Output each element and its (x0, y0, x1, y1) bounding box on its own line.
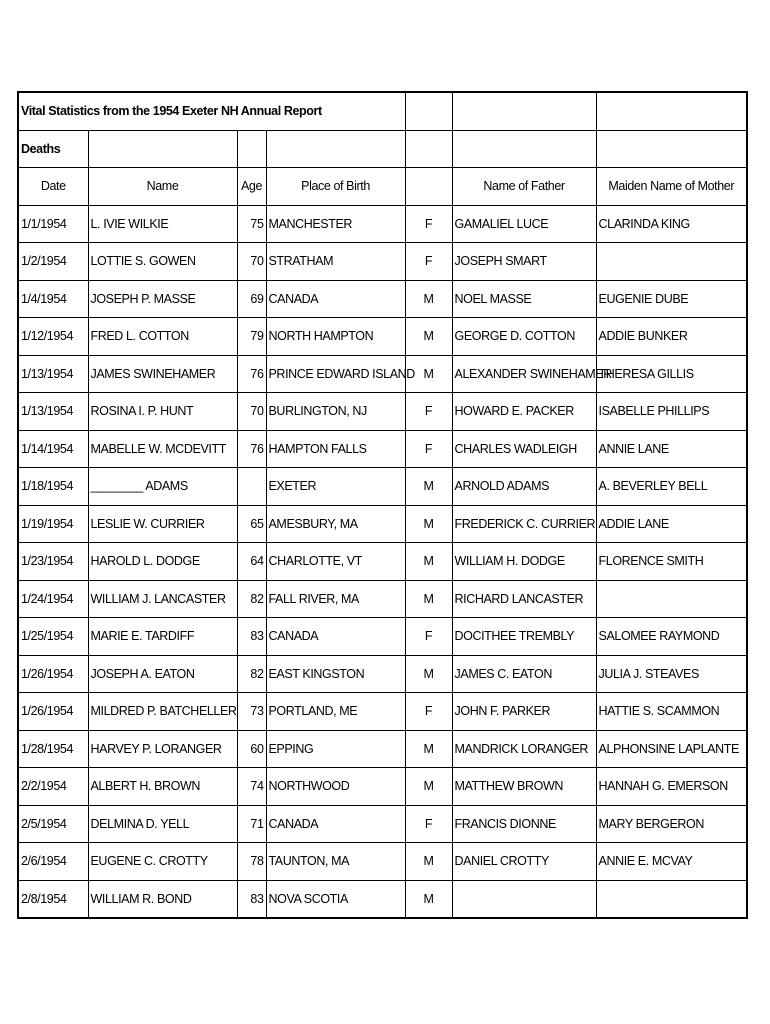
cell-sex: F (405, 693, 452, 731)
table-row (18, 505, 747, 543)
cell-age: 70 (237, 243, 266, 281)
cell-mother: SALOMEE RAYMOND (596, 618, 747, 656)
cell-name: FRED L. COTTON (88, 318, 237, 356)
cell-father: FREDERICK C. CURRIER (452, 505, 596, 543)
empty-cell (405, 130, 452, 168)
cell-date: 1/1/1954 (18, 205, 88, 243)
cell-father: MATTHEW BROWN (452, 768, 596, 806)
cell-father: ALEXANDER SWINEHAMER (452, 355, 596, 393)
cell-place-of-birth: PRINCE EDWARD ISLAND (266, 355, 405, 393)
cell-name: MILDRED P. BATCHELLER (88, 693, 237, 731)
cell-age: 73 (237, 693, 266, 731)
cell-mother: MARY BERGERON (596, 805, 747, 843)
cell-age: 60 (237, 730, 266, 768)
table-row (18, 655, 747, 693)
cell-father (452, 880, 596, 918)
cell-sex: M (405, 355, 452, 393)
cell-age: 71 (237, 805, 266, 843)
cell-place-of-birth: HAMPTON FALLS (266, 430, 405, 468)
cell-date: 1/19/1954 (18, 505, 88, 543)
cell-sex: F (405, 205, 452, 243)
cell-mother: HANNAH G. EMERSON (596, 768, 747, 806)
cell-father: DANIEL CROTTY (452, 843, 596, 881)
header-row (18, 168, 747, 206)
cell-mother: HATTIE S. SCAMMON (596, 693, 747, 731)
cell-age: 76 (237, 355, 266, 393)
empty-cell (596, 130, 747, 168)
table-row (18, 768, 747, 806)
cell-age: 70 (237, 393, 266, 431)
cell-father: ARNOLD ADAMS (452, 468, 596, 506)
cell-sex: M (405, 655, 452, 693)
cell-mother (596, 243, 747, 281)
cell-date: 1/26/1954 (18, 655, 88, 693)
cell-age: 82 (237, 655, 266, 693)
title-row (18, 92, 747, 130)
cell-sex: F (405, 393, 452, 431)
cell-place-of-birth: PORTLAND, ME (266, 693, 405, 731)
cell-name: L. IVIE WILKIE (88, 205, 237, 243)
table-row (18, 355, 747, 393)
table-row (18, 205, 747, 243)
cell-father: FRANCIS DIONNE (452, 805, 596, 843)
cell-sex: M (405, 580, 452, 618)
cell-place-of-birth: NORTHWOOD (266, 768, 405, 806)
cell-date: 1/14/1954 (18, 430, 88, 468)
cell-sex: M (405, 730, 452, 768)
table-row (18, 693, 747, 731)
cell-mother: JULIA J. STEAVES (596, 655, 747, 693)
table-row (18, 843, 747, 881)
cell-date: 1/23/1954 (18, 543, 88, 581)
table-row (18, 318, 747, 356)
cell-place-of-birth: CANADA (266, 805, 405, 843)
cell-place-of-birth: AMESBURY, MA (266, 505, 405, 543)
cell-mother: ISABELLE PHILLIPS (596, 393, 747, 431)
cell-sex: M (405, 543, 452, 581)
cell-father: JOHN F. PARKER (452, 693, 596, 731)
table-row (18, 468, 747, 506)
cell-age: 69 (237, 280, 266, 318)
cell-age: 79 (237, 318, 266, 356)
cell-age: 75 (237, 205, 266, 243)
cell-date: 1/28/1954 (18, 730, 88, 768)
cell-sex: M (405, 505, 452, 543)
cell-place-of-birth: NORTH HAMPTON (266, 318, 405, 356)
cell-father: MANDRICK LORANGER (452, 730, 596, 768)
header-father: Name of Father (452, 168, 596, 206)
cell-place-of-birth: CHARLOTTE, VT (266, 543, 405, 581)
cell-name: WILLIAM J. LANCASTER (88, 580, 237, 618)
cell-father: CHARLES WADLEIGH (452, 430, 596, 468)
cell-name: JOSEPH A. EATON (88, 655, 237, 693)
cell-date: 1/25/1954 (18, 618, 88, 656)
cell-mother: ALPHONSINE LAPLANTE (596, 730, 747, 768)
cell-age (237, 468, 266, 506)
cell-date: 1/4/1954 (18, 280, 88, 318)
cell-sex: F (405, 430, 452, 468)
table-row (18, 393, 747, 431)
cell-date: 2/5/1954 (18, 805, 88, 843)
table-row (18, 730, 747, 768)
empty-cell (266, 130, 405, 168)
cell-mother (596, 880, 747, 918)
cell-mother: ADDIE BUNKER (596, 318, 747, 356)
cell-date: 1/24/1954 (18, 580, 88, 618)
cell-sex: M (405, 280, 452, 318)
header-age: Age (237, 168, 266, 206)
cell-date: 1/13/1954 (18, 355, 88, 393)
cell-name: ________ ADAMS (88, 468, 237, 506)
cell-place-of-birth: CANADA (266, 618, 405, 656)
cell-mother: FLORENCE SMITH (596, 543, 747, 581)
cell-name: LESLIE W. CURRIER (88, 505, 237, 543)
cell-father: RICHARD LANCASTER (452, 580, 596, 618)
cell-father: HOWARD E. PACKER (452, 393, 596, 431)
cell-place-of-birth: EPPING (266, 730, 405, 768)
cell-sex: M (405, 318, 452, 356)
cell-name: EUGENE C. CROTTY (88, 843, 237, 881)
cell-sex: F (405, 243, 452, 281)
empty-cell (237, 130, 266, 168)
cell-sex: M (405, 843, 452, 881)
cell-place-of-birth: STRATHAM (266, 243, 405, 281)
cell-place-of-birth: TAUNTON, MA (266, 843, 405, 881)
cell-date: 2/8/1954 (18, 880, 88, 918)
table-row (18, 243, 747, 281)
cell-name: ROSINA I. P. HUNT (88, 393, 237, 431)
cell-age: 74 (237, 768, 266, 806)
cell-place-of-birth: MANCHESTER (266, 205, 405, 243)
cell-place-of-birth: BURLINGTON, NJ (266, 393, 405, 431)
cell-mother: A. BEVERLEY BELL (596, 468, 747, 506)
cell-sex: F (405, 618, 452, 656)
cell-place-of-birth: CANADA (266, 280, 405, 318)
header-date: Date (18, 168, 88, 206)
cell-date: 1/13/1954 (18, 393, 88, 431)
cell-age: 82 (237, 580, 266, 618)
table-row (18, 280, 747, 318)
header-name: Name (88, 168, 237, 206)
empty-cell (88, 130, 237, 168)
cell-father: JOSEPH SMART (452, 243, 596, 281)
cell-date: 2/6/1954 (18, 843, 88, 881)
cell-mother (596, 580, 747, 618)
header-sex (405, 168, 452, 206)
cell-age: 78 (237, 843, 266, 881)
cell-name: HARVEY P. LORANGER (88, 730, 237, 768)
cell-mother: ANNIE LANE (596, 430, 747, 468)
cell-name: WILLIAM R. BOND (88, 880, 237, 918)
cell-date: 1/2/1954 (18, 243, 88, 281)
cell-sex: M (405, 468, 452, 506)
empty-cell (452, 92, 596, 130)
cell-place-of-birth: EAST KINGSTON (266, 655, 405, 693)
cell-father: GEORGE D. COTTON (452, 318, 596, 356)
table-row (18, 805, 747, 843)
cell-age: 83 (237, 880, 266, 918)
table-row (18, 880, 747, 918)
cell-father: WILLIAM H. DODGE (452, 543, 596, 581)
cell-age: 83 (237, 618, 266, 656)
cell-name: DELMINA D. YELL (88, 805, 237, 843)
cell-name: ALBERT H. BROWN (88, 768, 237, 806)
cell-mother: THERESA GILLIS (596, 355, 747, 393)
cell-place-of-birth: FALL RIVER, MA (266, 580, 405, 618)
empty-cell (596, 92, 747, 130)
cell-mother: ANNIE E. MCVAY (596, 843, 747, 881)
cell-father: DOCITHEE TREMBLY (452, 618, 596, 656)
empty-cell (452, 130, 596, 168)
cell-name: LOTTIE S. GOWEN (88, 243, 237, 281)
table-row (18, 580, 747, 618)
section-row (18, 130, 747, 168)
table-row (18, 618, 747, 656)
cell-mother: ADDIE LANE (596, 505, 747, 543)
header-mother: Maiden Name of Mother (596, 168, 747, 206)
cell-sex: F (405, 805, 452, 843)
cell-mother: CLARINDA KING (596, 205, 747, 243)
cell-place-of-birth: EXETER (266, 468, 405, 506)
cell-date: 2/2/1954 (18, 768, 88, 806)
cell-age: 76 (237, 430, 266, 468)
deaths-table (17, 91, 748, 919)
cell-date: 1/12/1954 (18, 318, 88, 356)
cell-name: MARIE E. TARDIFF (88, 618, 237, 656)
cell-father: NOEL MASSE (452, 280, 596, 318)
section-label: Deaths (18, 130, 88, 168)
cell-sex: M (405, 880, 452, 918)
cell-sex: M (405, 768, 452, 806)
cell-mother: EUGENIE DUBE (596, 280, 747, 318)
cell-father: JAMES C. EATON (452, 655, 596, 693)
cell-father: GAMALIEL LUCE (452, 205, 596, 243)
header-place-of-birth: Place of Birth (266, 168, 405, 206)
table-row (18, 543, 747, 581)
cell-name: JAMES SWINEHAMER (88, 355, 237, 393)
empty-cell (405, 92, 452, 130)
cell-name: HAROLD L. DODGE (88, 543, 237, 581)
cell-date: 1/26/1954 (18, 693, 88, 731)
cell-age: 64 (237, 543, 266, 581)
cell-name: JOSEPH P. MASSE (88, 280, 237, 318)
cell-age: 65 (237, 505, 266, 543)
cell-place-of-birth: NOVA SCOTIA (266, 880, 405, 918)
cell-name: MABELLE W. MCDEVITT (88, 430, 237, 468)
cell-date: 1/18/1954 (18, 468, 88, 506)
table-row (18, 430, 747, 468)
report-title: Vital Statistics from the 1954 Exeter NH Annual Report (18, 92, 405, 130)
